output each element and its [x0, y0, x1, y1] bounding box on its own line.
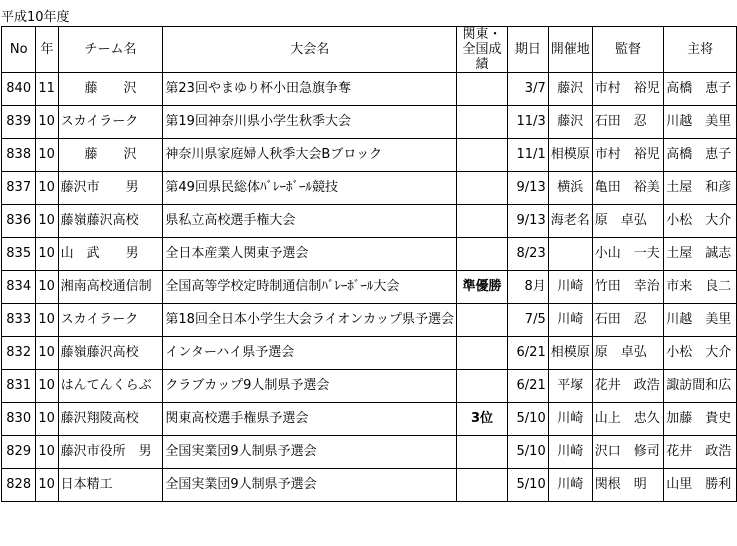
cell-event: 第49回県民総体ﾊﾞﾚｰﾎﾞｰﾙ競技	[163, 172, 457, 205]
cell-no: 831	[2, 370, 36, 403]
cell-event: 第18回全日本小学生大会ライオンカップ県予選会	[163, 304, 457, 337]
cell-captain: 小松 大介	[664, 205, 737, 238]
cell-date: 7/5	[507, 304, 548, 337]
cell-no: 828	[2, 469, 36, 502]
table-row	[2, 337, 737, 370]
cell-place: 相模原	[548, 337, 592, 370]
cell-year: 10	[36, 139, 58, 172]
cell-coach: 亀田 裕美	[592, 172, 664, 205]
cell-no: 832	[2, 337, 36, 370]
cell-year: 10	[36, 403, 58, 436]
cell-event: 神奈川県家庭婦人秋季大会Bブロック	[163, 139, 457, 172]
cell-result	[457, 238, 508, 271]
header-coach: 監督	[592, 27, 664, 73]
cell-place: 川崎	[548, 403, 592, 436]
cell-coach: 小山 一夫	[592, 238, 664, 271]
cell-place: 平塚	[548, 370, 592, 403]
cell-no: 835	[2, 238, 36, 271]
cell-result	[457, 106, 508, 139]
cell-coach: 沢口 修司	[592, 436, 664, 469]
cell-event: インターハイ県予選会	[163, 337, 457, 370]
cell-coach: 市村 裕児	[592, 73, 664, 106]
cell-result: 準優勝	[457, 271, 508, 304]
cell-team: 日本精工	[58, 469, 163, 502]
cell-captain: 川越 美里	[664, 106, 737, 139]
cell-team: はんてんくらぶ	[58, 370, 163, 403]
cell-event: 全国高等学校定時制通信制ﾊﾞﾚｰﾎﾞｰﾙ大会	[163, 271, 457, 304]
cell-captain: 高橋 恵子	[664, 73, 737, 106]
cell-event: 全国実業団9人制県予選会	[163, 436, 457, 469]
cell-result	[457, 469, 508, 502]
table-row	[2, 172, 737, 205]
header-captain: 主将	[664, 27, 737, 73]
table-row	[2, 469, 737, 502]
cell-result	[457, 139, 508, 172]
cell-date: 3/7	[507, 73, 548, 106]
cell-captain: 土屋 誠志	[664, 238, 737, 271]
cell-coach: 竹田 幸治	[592, 271, 664, 304]
cell-team: 藤沢市役所 男	[58, 436, 163, 469]
cell-event: 第19回神奈川県小学生秋季大会	[163, 106, 457, 139]
cell-no: 834	[2, 271, 36, 304]
cell-team: 藤 沢	[58, 73, 163, 106]
cell-date: 5/10	[507, 403, 548, 436]
header-team: チーム名	[58, 27, 163, 73]
table-row	[2, 205, 737, 238]
cell-event: 全国実業団9人制県予選会	[163, 469, 457, 502]
cell-captain: 市来 良二	[664, 271, 737, 304]
table-row	[2, 271, 737, 304]
cell-event: 県私立高校選手権大会	[163, 205, 457, 238]
cell-year: 10	[36, 370, 58, 403]
table-row	[2, 73, 737, 106]
cell-team: 藤沢市 男	[58, 172, 163, 205]
cell-team: 藤沢翔陵高校	[58, 403, 163, 436]
cell-result	[457, 205, 508, 238]
cell-no: 837	[2, 172, 36, 205]
table-body	[2, 73, 737, 502]
cell-captain: 小松 大介	[664, 337, 737, 370]
cell-result	[457, 337, 508, 370]
cell-team: 藤 沢	[58, 139, 163, 172]
cell-captain: 諏訪間和広	[664, 370, 737, 403]
cell-year: 10	[36, 271, 58, 304]
cell-date: 11/1	[507, 139, 548, 172]
cell-year: 10	[36, 469, 58, 502]
cell-no: 833	[2, 304, 36, 337]
cell-place: 川崎	[548, 436, 592, 469]
cell-result	[457, 370, 508, 403]
header-event: 大会名	[163, 27, 457, 73]
cell-coach: 市村 裕児	[592, 139, 664, 172]
cell-team: 湘南高校通信制	[58, 271, 163, 304]
records-table	[1, 26, 737, 502]
cell-year: 11	[36, 73, 58, 106]
cell-event: 全日本産業人関東予選会	[163, 238, 457, 271]
table-row	[2, 436, 737, 469]
cell-result	[457, 172, 508, 205]
cell-captain: 花井 政浩	[664, 436, 737, 469]
cell-no: 836	[2, 205, 36, 238]
cell-date: 11/3	[507, 106, 548, 139]
cell-date: 5/10	[507, 469, 548, 502]
cell-result: 3位	[457, 403, 508, 436]
cell-result	[457, 304, 508, 337]
sheet-title: 平成10年度	[1, 10, 70, 25]
header-date: 期日	[507, 27, 548, 73]
table-row	[2, 106, 737, 139]
cell-place	[548, 238, 592, 271]
cell-year: 10	[36, 304, 58, 337]
cell-date: 9/13	[507, 205, 548, 238]
cell-date: 5/10	[507, 436, 548, 469]
cell-event: 第23回やまゆり杯小田急旗争奪	[163, 73, 457, 106]
cell-year: 10	[36, 238, 58, 271]
cell-no: 839	[2, 106, 36, 139]
cell-result	[457, 436, 508, 469]
table-row	[2, 304, 737, 337]
cell-coach: 原 卓弘	[592, 337, 664, 370]
header-no: No	[2, 27, 36, 73]
cell-team: スカイラーク	[58, 106, 163, 139]
cell-coach: 山上 忠久	[592, 403, 664, 436]
cell-coach: 花井 政浩	[592, 370, 664, 403]
cell-team: スカイラーク	[58, 304, 163, 337]
cell-event: クラブカップ9人制県予選会	[163, 370, 457, 403]
cell-place: 横浜	[548, 172, 592, 205]
cell-place: 藤沢	[548, 106, 592, 139]
cell-place: 川崎	[548, 271, 592, 304]
cell-no: 829	[2, 436, 36, 469]
cell-date: 6/21	[507, 370, 548, 403]
cell-year: 10	[36, 337, 58, 370]
cell-captain: 土屋 和彦	[664, 172, 737, 205]
table-row	[2, 370, 737, 403]
cell-no: 840	[2, 73, 36, 106]
cell-place: 相模原	[548, 139, 592, 172]
cell-captain: 高橋 恵子	[664, 139, 737, 172]
cell-place: 藤沢	[548, 73, 592, 106]
cell-date: 8月	[507, 271, 548, 304]
cell-captain: 加藤 貴史	[664, 403, 737, 436]
cell-year: 10	[36, 436, 58, 469]
cell-team: 藤嶺藤沢高校	[58, 205, 163, 238]
cell-no: 830	[2, 403, 36, 436]
cell-team: 藤嶺藤沢高校	[58, 337, 163, 370]
cell-no: 838	[2, 139, 36, 172]
cell-date: 8/23	[507, 238, 548, 271]
table-row	[2, 139, 737, 172]
cell-coach: 原 卓弘	[592, 205, 664, 238]
cell-date: 9/13	[507, 172, 548, 205]
cell-captain: 山里 勝利	[664, 469, 737, 502]
cell-place: 海老名	[548, 205, 592, 238]
cell-result	[457, 73, 508, 106]
cell-event: 関東高校選手権県予選会	[163, 403, 457, 436]
cell-captain: 川越 美里	[664, 304, 737, 337]
cell-coach: 石田 忍	[592, 304, 664, 337]
header-place: 開催地	[548, 27, 592, 73]
cell-date: 6/21	[507, 337, 548, 370]
header-result: 関東・全国成績	[457, 27, 508, 73]
cell-year: 10	[36, 172, 58, 205]
header-row	[2, 27, 737, 73]
header-year: 年	[36, 27, 58, 73]
cell-year: 10	[36, 106, 58, 139]
cell-coach: 石田 忍	[592, 106, 664, 139]
cell-year: 10	[36, 205, 58, 238]
cell-team: 山 武 男	[58, 238, 163, 271]
table-row	[2, 403, 737, 436]
table-header	[2, 27, 737, 73]
table-row	[2, 238, 737, 271]
cell-place: 川崎	[548, 304, 592, 337]
cell-coach: 関根 明	[592, 469, 664, 502]
cell-place: 川崎	[548, 469, 592, 502]
